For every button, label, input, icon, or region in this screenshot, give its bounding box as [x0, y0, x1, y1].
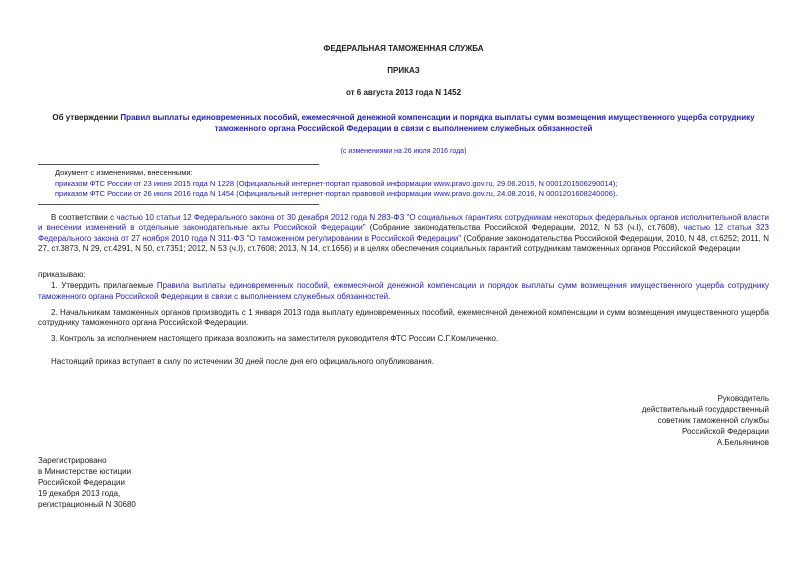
- divider-top: [38, 164, 319, 165]
- preamble-text: В соответствии с: [51, 212, 117, 222]
- signature-position: Руководитель: [717, 394, 769, 404]
- signature-block: [38, 393, 769, 448]
- amendment-line: [55, 189, 769, 200]
- registration-block: [38, 455, 769, 510]
- rules-link[interactable]: Правила выплаты единовременных пособий, ежемесячной денежной компенсации и порядок выплаты сумм возмещения имущественного ущерба сотруднику таможенного органа Российской Федерации в связи с выполнением служебных обязанностей: [38, 280, 769, 301]
- registration-line-2: в Министерстве юстиции: [38, 467, 132, 477]
- signature-name: А.Бельянинов: [716, 438, 769, 448]
- amendment-link-2[interactable]: приказом ФТС России от 26 июля 2016 года N 1454: [55, 189, 235, 198]
- amendments-intro: Документ с изменениями, внесенными:: [55, 168, 193, 177]
- registration-number: регистрационный N 30680: [38, 500, 136, 510]
- doc-title: [40, 113, 767, 134]
- law-link-311-fz[interactable]: частью 12 статьи 323 Федерального закона от 27 ноября 2010 года N 311-ФЗ "О таможенном регулировании в Российской Федерации": [38, 223, 769, 243]
- amendment-link-1[interactable]: приказом ФТС России от 23 июня 2015 года N 1228: [55, 178, 235, 188]
- preamble-citation-2: (Собрание законодательства Российской Федерации, 2010, N 48, ст.6252; 2011, N 27, ст.3873, N 29, ст.4291, N 50, ст.7351; 2012, N 53 (ч.I), ст.7608; 2013, N 14, ст.1656) и в целях обеспечения социальных гарантий сотрудникам таможенных органов Российской Федерации: [38, 233, 769, 254]
- amendment-line: [55, 179, 769, 190]
- amendment-source-1: (Официальный интернет-портал правовой информации www.pravo.gov.ru, 29.06.2015, N 0001201506290014);: [234, 178, 618, 188]
- order-item-3: 3. Контроль за исполнением настоящего приказа возложить на заместителя руководителя ФТС России С.Г.Комличенко.: [51, 334, 499, 344]
- order-item-1-text: 1. Утвердить прилагаемые: [51, 280, 157, 290]
- doc-date-number: от 6 августа 2013 года N 1452: [345, 88, 462, 97]
- registration-line-1: Зарегистрировано: [38, 456, 107, 466]
- registration-date: 19 декабря 2013 года,: [38, 489, 121, 499]
- doc-title-prefix: Об утверждении: [52, 113, 121, 122]
- signature-rank-line-3: Российской Федерации: [682, 427, 769, 437]
- amendments-body: [38, 168, 769, 200]
- doc-type: ПРИКАЗ: [387, 66, 420, 75]
- order-item-2: 2. Начальникам таможенных органов производить с 1 января 2013 года выплату единовременных пособий, ежемесячной денежной компенсации и сумм возмещения имущественного ущерба сотруднику таможенного органа Российской Федерации.: [38, 307, 769, 328]
- law-link-283-fz[interactable]: частью 10 статьи 12 Федерального закона от 30 декабря 2012 года N 283-ФЗ "О социальных гарантиях сотрудникам некоторых федеральных органов исполнительной власти и внесении изменений в отдельные законодательные акты Российской Федерации": [38, 212, 769, 233]
- doc-title-link[interactable]: Правил выплаты единовременных пособий, ежемесячной денежной компенсации и порядка выплаты сумм возмещения имущественного ущерба сотруднику таможенного органа Российской Федерации в связи с выполнением служебных обязанностей: [120, 113, 755, 133]
- registration-line-3: Российской Федерации: [38, 478, 125, 488]
- amendment-source-2: (Официальный интернет-портал правовой информации www.pravo.gov.ru, 24.08.2016, N 0001201608240006).: [234, 189, 618, 198]
- order-item-1: [38, 281, 769, 302]
- amendments-block: [38, 164, 769, 205]
- effective-note: Настоящий приказ вступает в силу по истечении 30 дней после дня его официального опубликования.: [51, 357, 434, 367]
- preamble: [38, 213, 769, 255]
- order-word: приказываю:: [38, 269, 86, 279]
- order-item-1-period: .: [388, 291, 391, 301]
- preamble-citation: (Собрание законодательства Российской Федерации, 2012, N 53 (ч.I), ст.7608),: [365, 223, 684, 233]
- signature-rank-line-2: советник таможенной службы: [657, 416, 769, 426]
- revision-note[interactable]: (с изменениями на 26 июля 2016 года): [340, 148, 467, 155]
- org-name: ФЕДЕРАЛЬНАЯ ТАМОЖЕННАЯ СЛУЖБА: [323, 44, 484, 53]
- signature-rank-line-1: действительный государственный: [641, 405, 769, 415]
- divider-bottom: [38, 204, 319, 205]
